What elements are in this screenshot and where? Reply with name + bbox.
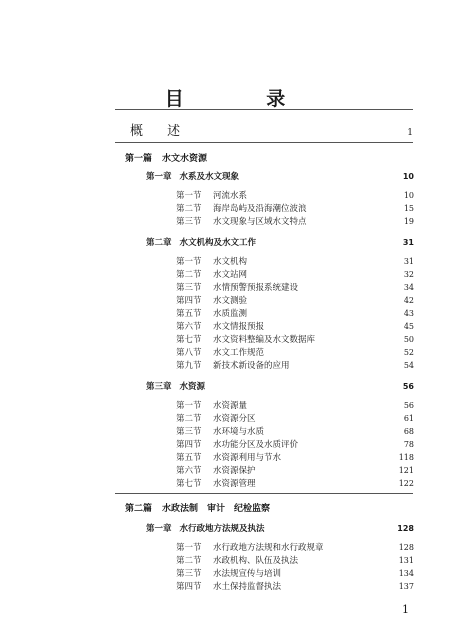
toc-page: 128 — [397, 524, 414, 533]
toc-title: 水文工作规范 — [213, 348, 265, 358]
toc-page: 137 — [398, 582, 414, 591]
toc-section[interactable] — [176, 399, 414, 411]
toc-page: 15 — [403, 204, 414, 213]
toc-label: 第一章 — [146, 524, 172, 534]
part-rule — [115, 493, 413, 494]
toc-chapter[interactable] — [146, 170, 414, 182]
toc-title: 水文资料整编及水文数据库 — [213, 335, 316, 345]
toc-title: 水文机构 — [213, 257, 248, 267]
toc-page: 10 — [403, 191, 414, 200]
toc-section[interactable] — [176, 333, 414, 345]
toc-label: 第三节 — [176, 569, 202, 579]
toc-section[interactable] — [176, 294, 414, 306]
toc-section[interactable] — [176, 541, 414, 553]
toc-overview[interactable] — [130, 120, 413, 139]
toc-title: 水文情报预报 — [213, 322, 265, 332]
toc-label: 第一节 — [176, 543, 202, 553]
toc-label: 第一节 — [176, 191, 202, 201]
toc-section[interactable] — [176, 202, 414, 214]
toc-page: 32 — [403, 270, 414, 279]
toc-page: 34 — [403, 283, 414, 292]
toc-title: 水资源分区 — [213, 414, 256, 424]
toc-label: 第二篇 — [125, 504, 153, 514]
toc-label: 第二节 — [176, 414, 202, 424]
toc-title: 水法规宣传与培训 — [213, 569, 282, 579]
toc-label: 第二节 — [176, 270, 202, 280]
toc-section[interactable] — [176, 567, 414, 579]
toc-label: 第七节 — [176, 335, 202, 345]
toc-title: 水文机构及水文工作 — [179, 238, 257, 248]
toc-title: 水资源 — [179, 382, 206, 392]
toc-label: 第二节 — [176, 204, 202, 214]
toc-title: 水行政地方法规和水行政规章 — [213, 543, 324, 553]
toc-page: 31 — [402, 238, 414, 247]
toc-page: 121 — [398, 466, 414, 475]
toc-label: 第三节 — [176, 217, 202, 227]
toc-section[interactable] — [176, 464, 414, 476]
toc-section[interactable] — [176, 189, 414, 201]
toc-label: 第五节 — [176, 309, 202, 319]
toc-label: 第六节 — [176, 322, 202, 332]
toc-title: 海岸岛屿及沿海潮位波浪 — [213, 204, 307, 214]
toc-label: 第四节 — [176, 296, 202, 306]
toc-title: 水功能分区及水质评价 — [213, 440, 299, 450]
toc-page: 54 — [403, 361, 414, 370]
toc-section[interactable] — [176, 359, 414, 371]
toc-page: 61 — [403, 414, 414, 423]
toc-title: 水文水资源 — [162, 154, 208, 164]
toc-page: 56 — [402, 382, 414, 391]
toc-title: 水土保持监督执法 — [213, 582, 282, 592]
overview-label: 概 述 — [130, 124, 191, 139]
toc-section[interactable] — [176, 307, 414, 319]
toc-label: 第五节 — [176, 453, 202, 463]
toc-page: 128 — [398, 543, 414, 552]
toc-page: 31 — [403, 257, 414, 266]
toc-section[interactable] — [176, 268, 414, 280]
toc-label: 第二章 — [146, 238, 172, 248]
toc-label: 第四节 — [176, 582, 202, 592]
overview-page: 1 — [407, 128, 413, 138]
toc-label: 第二节 — [176, 556, 202, 566]
toc-page: 122 — [398, 479, 414, 488]
toc-label: 第一节 — [176, 401, 202, 411]
toc-page: 56 — [403, 401, 414, 410]
toc-chapter[interactable] — [146, 380, 414, 392]
toc-title: 水情预警预报系统建设 — [213, 283, 299, 293]
toc-title: 水资源管理 — [213, 479, 256, 489]
toc-section[interactable] — [176, 281, 414, 293]
toc-label: 第三节 — [176, 283, 202, 293]
toc-page: 43 — [403, 309, 414, 318]
toc-title: 水文站网 — [213, 270, 248, 280]
toc-label: 第三章 — [146, 382, 172, 392]
toc-page: 78 — [403, 440, 414, 449]
toc-label: 第四节 — [176, 440, 202, 450]
toc-title: 新技术新设备的应用 — [213, 361, 290, 371]
toc-section[interactable] — [176, 477, 414, 489]
page-number: 1 — [402, 603, 409, 616]
toc-section[interactable] — [176, 255, 414, 267]
toc-page: 134 — [398, 569, 414, 578]
toc-label: 第三节 — [176, 427, 202, 437]
toc-label: 第六节 — [176, 466, 202, 476]
toc-page: 118 — [398, 453, 414, 462]
toc-section[interactable] — [176, 320, 414, 332]
toc-section[interactable] — [176, 412, 414, 424]
toc-title: 水资源利用与节水 — [213, 453, 282, 463]
toc-title: 水资源保护 — [213, 466, 256, 476]
toc-page: 68 — [403, 427, 414, 436]
page-title: 目 录 — [164, 88, 324, 110]
toc-label: 第八节 — [176, 348, 202, 358]
toc-page: 45 — [403, 322, 414, 331]
toc-page: 131 — [398, 556, 414, 565]
toc-part[interactable] — [125, 501, 414, 514]
toc-title: 水系及水文现象 — [179, 172, 240, 182]
toc-label: 第九节 — [176, 361, 202, 371]
toc-section[interactable] — [176, 554, 414, 566]
toc-title: 水文现象与区域水文特点 — [213, 217, 307, 227]
toc-label: 第一篇 — [125, 154, 153, 164]
title-rule — [115, 109, 413, 110]
toc-section[interactable] — [176, 215, 414, 227]
toc-chapter[interactable] — [146, 236, 414, 248]
toc-section[interactable] — [176, 580, 414, 592]
toc-page: 50 — [403, 335, 414, 344]
toc-page: 42 — [403, 296, 414, 305]
toc-title: 水行政地方法规及执法 — [179, 524, 265, 534]
toc-section[interactable] — [176, 438, 414, 450]
toc-title: 水质监测 — [213, 309, 248, 319]
toc-title: 河流水系 — [213, 191, 248, 201]
toc-page: 52 — [403, 348, 414, 357]
toc-part[interactable] — [125, 151, 414, 164]
overview-rule — [115, 142, 413, 143]
toc-chapter[interactable] — [146, 522, 414, 534]
toc-title: 水环境与水质 — [213, 427, 265, 437]
toc-page: 19 — [403, 217, 414, 226]
toc-title: 水政法制 审计 纪检监察 — [162, 504, 271, 514]
toc-title: 水资源量 — [213, 401, 248, 411]
toc-label: 第一节 — [176, 257, 202, 267]
toc-title: 水文测验 — [213, 296, 248, 306]
toc-label: 第一章 — [146, 172, 172, 182]
toc-section[interactable] — [176, 425, 414, 437]
toc-label: 第七节 — [176, 479, 202, 489]
toc-title: 水政机构、队伍及执法 — [213, 556, 299, 566]
toc-section[interactable] — [176, 451, 414, 463]
toc-section[interactable] — [176, 346, 414, 358]
toc-page: 10 — [402, 172, 414, 181]
